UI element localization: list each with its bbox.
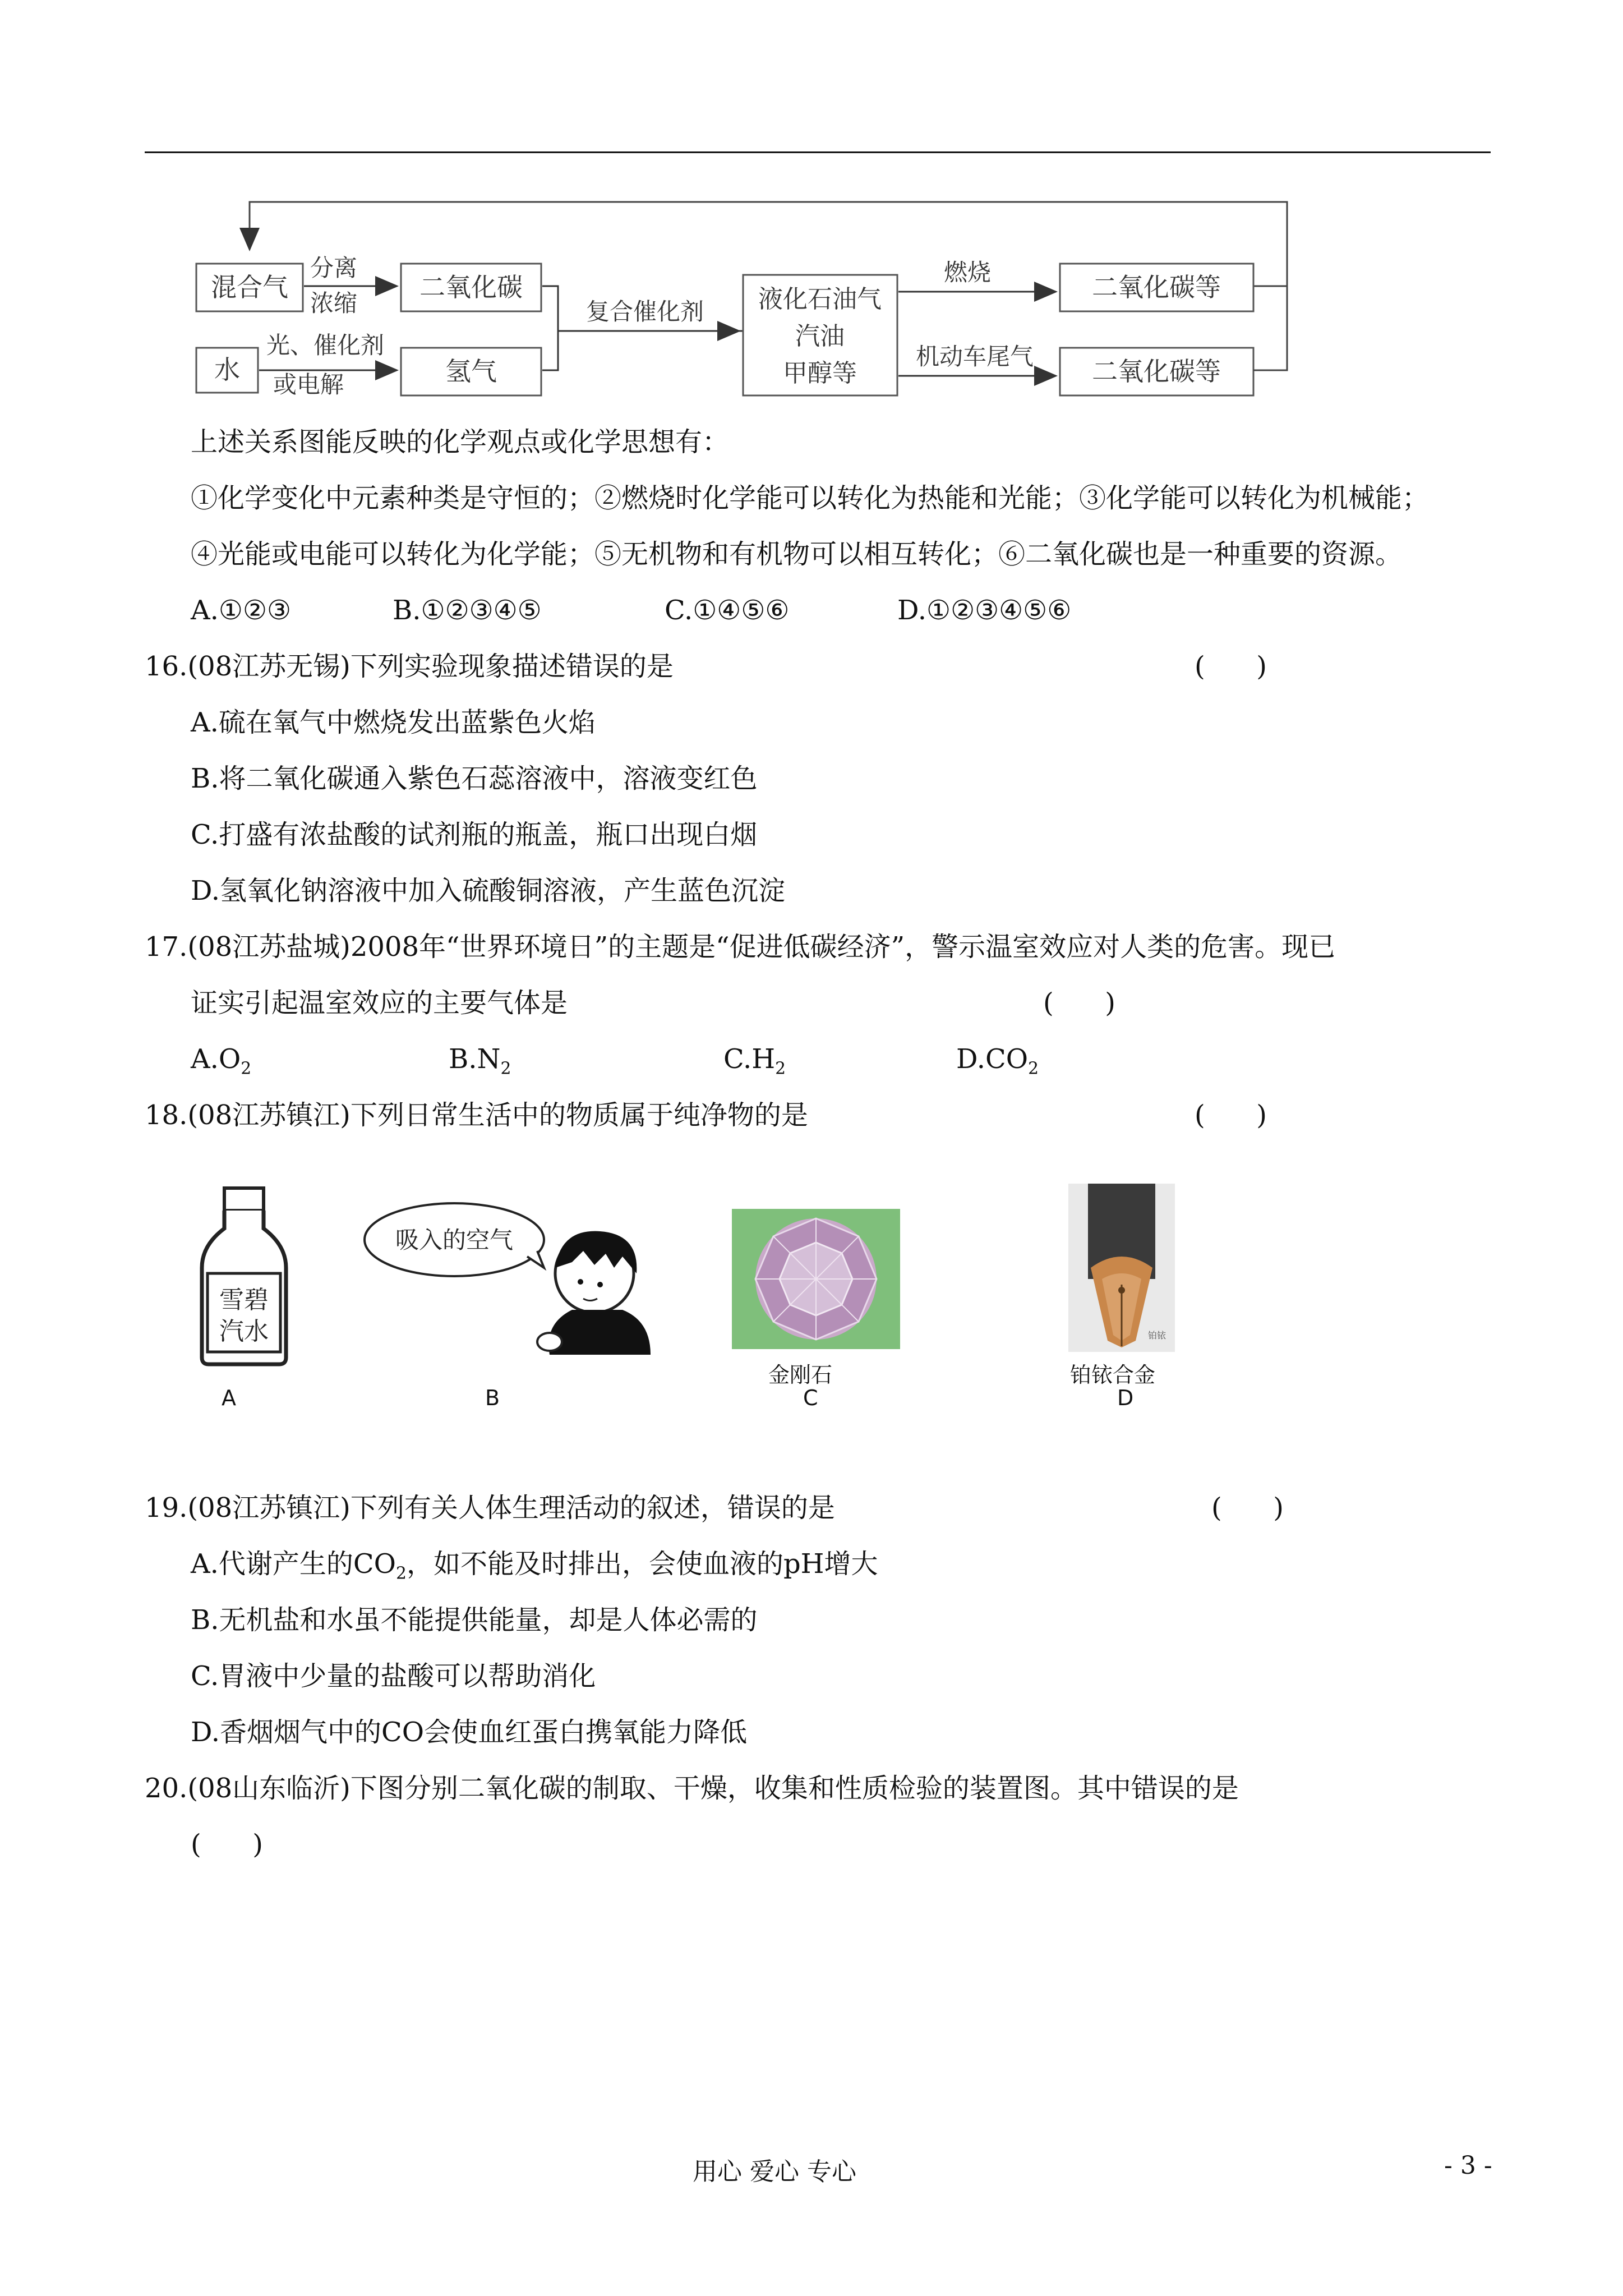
diamond-caption: 金刚石	[768, 1363, 833, 1387]
q19-stem: 19.(08江苏镇江)下列有关人体生理活动的叙述，错误的是	[145, 1492, 835, 1524]
box-fuels-label-3: 甲醇等	[783, 359, 857, 388]
boy-breathing-air-picture	[359, 1195, 662, 1358]
soda-bottle-picture	[191, 1184, 297, 1369]
arrow-label-exhaust: 机动车尾气	[915, 343, 1034, 370]
box-co2-out-2-label: 二氧化碳等	[1092, 356, 1221, 386]
q15-option-a: A.①②③	[191, 595, 292, 626]
q16-option-a: A.硫在氧气中燃烧发出蓝紫色火焰	[191, 707, 596, 738]
diamond-picture	[732, 1209, 900, 1349]
q16-option-d: D.氢氧化钠溶液中加入硫酸铜溶液，产生蓝色沉淀	[191, 875, 786, 907]
q17-answer-paren: ( )	[1043, 987, 1115, 1019]
q16-stem: 16.(08江苏无锡)下列实验现象描述错误的是	[145, 651, 674, 682]
speech-bubble-text: 吸入的空气	[395, 1226, 514, 1254]
carbon-cycle-flow-diagram	[185, 185, 1307, 404]
q19-answer-paren: ( )	[1211, 1492, 1284, 1524]
q16-option-b: B.将二氧化碳通入紫色石蕊溶液中，溶液变红色	[191, 763, 758, 794]
q19-option-b: B.无机盐和水虽不能提供能量，却是人体必需的	[191, 1604, 758, 1636]
q17-stem-line-2: 证实引起温室效应的主要气体是	[191, 987, 568, 1019]
q20-stem: 20.(08山东临沂)下图分别二氧化碳的制取、干燥，收集和性质检验的装置图。其中错误的是	[145, 1773, 1239, 1804]
pen-nib-caption: 铂铱合金	[1070, 1363, 1156, 1387]
q17-option-c: $C.H_2$	[723, 1043, 786, 1079]
box-co2-label: 二氧化碳	[419, 272, 523, 302]
q20-answer-paren: ( )	[191, 1829, 263, 1860]
arrow-label-separate-2: 浓缩	[310, 289, 358, 317]
picture-letter-d: D	[1117, 1386, 1134, 1410]
q15-option-c: C.①④⑤⑥	[665, 595, 790, 626]
footer-motto: 用心 爱心 专心	[693, 2157, 856, 2186]
box-water-label: 水	[214, 355, 240, 385]
bottle-label-line-1: 雪碧	[219, 1286, 269, 1314]
header-rule	[145, 151, 1491, 153]
arrow-label-separate-1: 分离	[310, 254, 358, 282]
q17-stem-line-1: 17.(08江苏盐城)2008年“世界环境日”的主题是“促进低碳经济”，警示温室效应对人类的危害。现已	[145, 931, 1336, 963]
q19-option-d: D.香烟烟气中的CO会使血红蛋白携氧能力降低	[191, 1717, 748, 1748]
q15-intro: 上述关系图能反映的化学观点或化学思想有：	[191, 426, 730, 458]
bottle-label-line-2: 汽水	[219, 1317, 269, 1346]
platinum-iridium-pen-nib-picture	[1068, 1184, 1175, 1352]
picture-letter-a: A	[222, 1386, 236, 1410]
box-fuels-label-2: 汽油	[795, 322, 845, 351]
arrow-label-light-1: 光、催化剂	[266, 332, 385, 359]
q19-option-a: A.代谢产生的$CO_2$，如不能及时排出，会使血液的pH增大	[191, 1548, 878, 1584]
q16-option-c: C.打盛有浓盐酸的试剂瓶的瓶盖，瓶口出现白烟	[191, 819, 758, 850]
q17-option-d: $D.CO_2$	[956, 1043, 1039, 1079]
box-h2-label: 氢气	[445, 356, 497, 386]
q17-option-a: $A.O_2$	[191, 1043, 252, 1079]
box-co2-out-1-label: 二氧化碳等	[1092, 272, 1221, 302]
pen-nib-mark: 铂铱	[1147, 1330, 1166, 1341]
arrow-label-burn: 燃烧	[943, 259, 992, 286]
q18-stem: 18.(08江苏镇江)下列日常生活中的物质属于纯净物的是	[145, 1099, 808, 1131]
q17-option-b: $B.N_2$	[449, 1043, 511, 1079]
box-mixed-gas-label: 混合气	[211, 272, 288, 302]
q15-statement-line-1: ①化学变化中元素种类是守恒的；②燃烧时化学能可以转化为热能和光能；③化学能可以转化为机械能；	[191, 482, 1430, 514]
q18-answer-paren: ( )	[1195, 1099, 1267, 1131]
q15-option-b: B.①②③④⑤	[393, 595, 542, 626]
q19-option-c: C.胃液中少量的盐酸可以帮助消化	[191, 1660, 596, 1692]
q15-option-d: D.①②③④⑤⑥	[897, 595, 1072, 626]
picture-letter-b: B	[485, 1386, 500, 1410]
box-fuels-label-1: 液化石油气	[758, 285, 882, 314]
arrow-label-light-2: 或电解	[273, 371, 344, 398]
q15-statement-line-2: ④光能或电能可以转化为化学能；⑤无机物和有机物可以相互转化；⑥二氧化碳也是一种重要的资源。	[191, 539, 1403, 570]
picture-letter-c: C	[803, 1386, 818, 1410]
feedback-join-line	[1253, 286, 1287, 370]
arrow-label-catalyst: 复合催化剂	[585, 298, 704, 325]
q16-answer-paren: ( )	[1195, 651, 1267, 682]
page-number: - 3 -	[1444, 2151, 1492, 2180]
